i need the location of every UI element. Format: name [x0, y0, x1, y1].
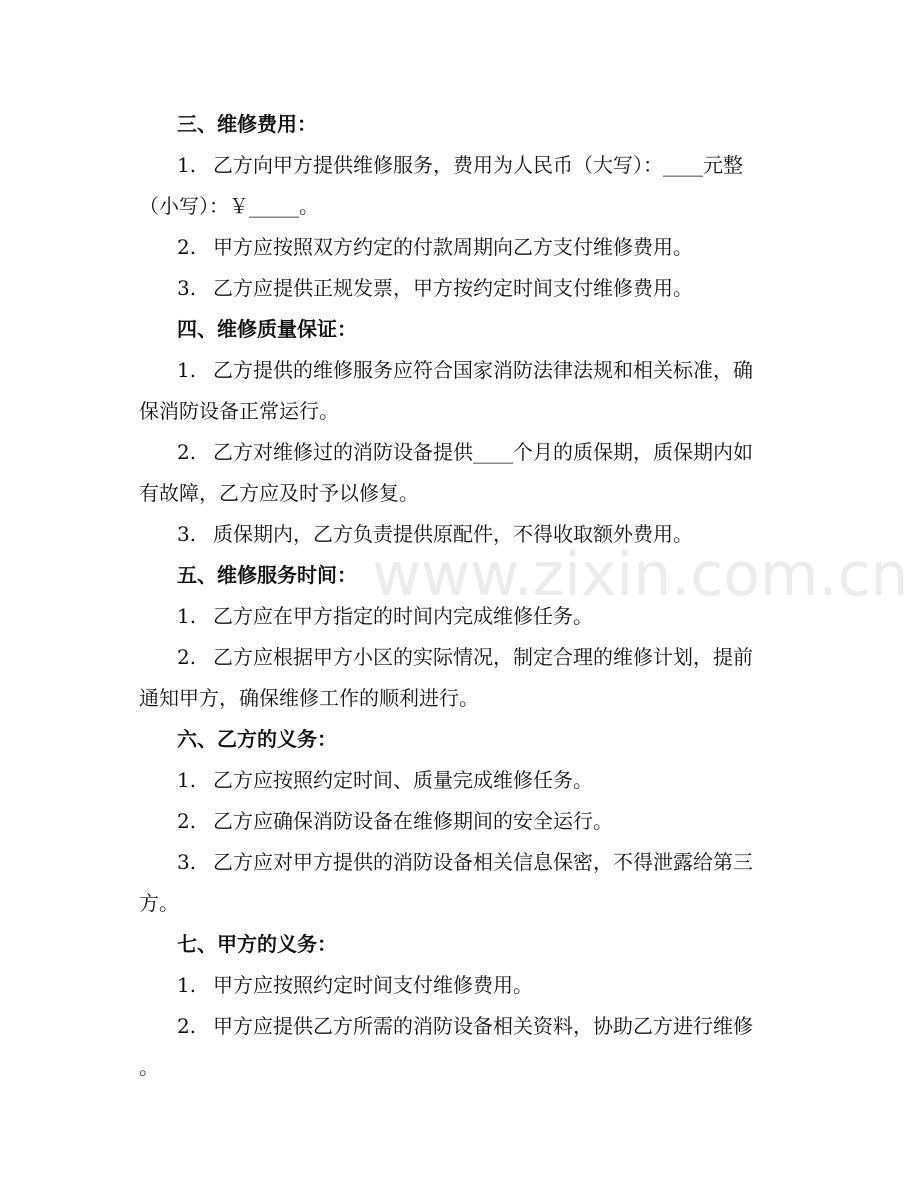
quality-item-1 [139, 350, 781, 391]
item-text: 乙方应按照约定时间、质量完成维修任务。 [213, 768, 593, 792]
item-text: 质保期内，乙方负责提供原配件，不得收取额外费用。 [213, 522, 693, 546]
item-number: 1. [177, 604, 197, 628]
item-text: 乙方对维修过的消防设备提供____个月的质保期，质保期内如 [213, 440, 753, 464]
item-number: 1. [177, 358, 197, 382]
item-number: 3. [177, 522, 197, 546]
item-text: 乙方应提供正规发票，甲方按约定时间支付维修费用。 [213, 276, 693, 300]
item-text: 乙方应确保消防设备在维修期间的安全运行。 [213, 809, 613, 833]
fees-item-3 [139, 268, 781, 309]
item-number: 1. [177, 973, 197, 997]
item-text: 乙方应在甲方指定的时间内完成维修任务。 [213, 604, 593, 628]
item-number: 2. [177, 235, 197, 259]
party-b-item-2 [139, 801, 781, 842]
party-a-item-2 [139, 1006, 781, 1047]
contract-body [139, 104, 781, 1088]
item-text: 乙方向甲方提供维修服务，费用为人民币（大写）：____元整 [213, 153, 743, 177]
section-heading-fees: 三、维修费用： [177, 112, 317, 136]
item-text: 甲方应按照双方约定的付款周期向乙方支付维修费用。 [213, 235, 693, 259]
party-b-item-3 [139, 842, 781, 883]
party-a-item-2-continuation: 。 [139, 1055, 159, 1079]
item-number: 3. [177, 276, 197, 300]
party-b-item-1 [139, 760, 781, 801]
item-number: 1. [177, 768, 197, 792]
item-text: 甲方应按照约定时间支付维修费用。 [213, 973, 533, 997]
section-heading-party-a-obligations: 七、甲方的义务： [177, 932, 337, 956]
item-number: 2. [177, 1014, 197, 1038]
section-heading-service-time: 五、维修服务时间： [177, 563, 357, 587]
item-number: 2. [177, 809, 197, 833]
item-text: 甲方应提供乙方所需的消防设备相关资料，协助乙方进行维修 [213, 1014, 753, 1038]
service-time-item-1 [139, 596, 781, 637]
item-number: 3. [177, 850, 197, 874]
quality-item-2 [139, 432, 781, 473]
fees-item-1 [139, 145, 781, 186]
party-b-item-3-continuation: 方。 [139, 891, 179, 915]
section-heading-party-b-obligations: 六、乙方的义务： [177, 727, 337, 751]
service-time-item-2 [139, 637, 781, 678]
watermark-text: www.zixin.com.cn [372, 540, 909, 610]
item-text: 乙方应根据甲方小区的实际情况，制定合理的维修计划，提前 [213, 645, 753, 669]
fees-item-2 [139, 227, 781, 268]
quality-item-3 [139, 514, 781, 555]
item-text: 乙方应对甲方提供的消防设备相关信息保密，不得泄露给第三 [213, 850, 753, 874]
fees-item-1-continuation: （小写）：￥_____。 [139, 194, 319, 218]
item-number: 2. [177, 440, 197, 464]
item-number: 1. [177, 153, 197, 177]
service-time-item-2-continuation: 通知甲方，确保维修工作的顺利进行。 [139, 686, 479, 710]
section-heading-quality: 四、维修质量保证： [177, 317, 357, 341]
item-text: 乙方提供的维修服务应符合国家消防法律法规和相关标准，确 [213, 358, 753, 382]
item-number: 2. [177, 645, 197, 669]
party-a-item-1 [139, 965, 781, 1006]
quality-item-1-continuation: 保消防设备正常运行。 [139, 399, 339, 423]
quality-item-2-continuation: 有故障，乙方应及时予以修复。 [139, 481, 419, 505]
